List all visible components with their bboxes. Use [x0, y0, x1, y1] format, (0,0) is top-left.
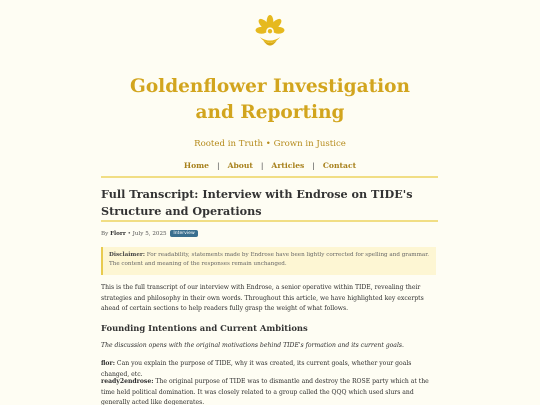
nav-item-about[interactable]: About — [227, 161, 253, 170]
nav-separator: | — [312, 161, 315, 170]
exchange-text: Can you explain the purpose of TIDE, why it was created, its current goals, whether your goals changed, etc. — [101, 360, 412, 378]
title-divider — [101, 220, 438, 222]
header-divider — [101, 176, 438, 178]
meta-separator: • — [127, 231, 131, 237]
site-title: Goldenflower Investigation and Reporting — [130, 76, 410, 123]
site-header — [0, 0, 540, 170]
section-intro: The discussion opens with the original motivations behind TIDE's formation and its current goals. — [101, 342, 404, 349]
nav-separator: | — [260, 161, 264, 170]
section-heading: Founding Intentions and Current Ambitions — [101, 323, 308, 333]
speaker-name: ready2endrose: — [101, 378, 154, 385]
article-date: July 5, 2025 — [132, 231, 167, 237]
intro-paragraph: This is the full transcript of our interview with Endrose, a senior operative within TIDE, revealing their strategies and philosophy in their own words. Throughout this article, we have highlighted key excerpts ahead of certain sections to help readers fully grasp the weight of what follows. — [101, 284, 424, 313]
article — [101, 186, 438, 219]
nav-item-home[interactable]: Home — [183, 161, 209, 170]
tag-badge[interactable]: Interview — [170, 230, 197, 237]
article-author[interactable]: Florr — [110, 231, 126, 237]
site-tagline: Rooted in Truth • Grown in Justice — [194, 139, 346, 149]
disclaimer-label: Disclaimer: — [109, 252, 145, 258]
nav-separator: | — [217, 161, 220, 170]
meta-by-label: By — [101, 231, 109, 237]
article-title: Full Transcript: Interview with Endrose on TIDE's Structure and Operations — [101, 187, 413, 218]
nav-item-contact[interactable]: Contact — [322, 161, 357, 170]
main-nav — [0, 161, 540, 170]
golden-flower-icon[interactable] — [253, 15, 287, 49]
nav-item-articles[interactable]: Articles — [271, 161, 305, 170]
exchange-answer — [101, 377, 438, 405]
exchange-text: The original purpose of TIDE was to dismantle and destroy the ROSE party which at the time held political domination. It was closely related to a group called the QQQ which used slurs and generally acted like degenerates. — [101, 378, 429, 405]
article-meta — [101, 230, 198, 237]
speaker-name: flor: — [101, 360, 115, 367]
disclaimer-box — [101, 247, 436, 275]
disclaimer-text: For readability, statements made by Endrose have been lightly corrected for spelling and grammar. The content and meaning of the responses remain unchanged. — [109, 252, 430, 268]
